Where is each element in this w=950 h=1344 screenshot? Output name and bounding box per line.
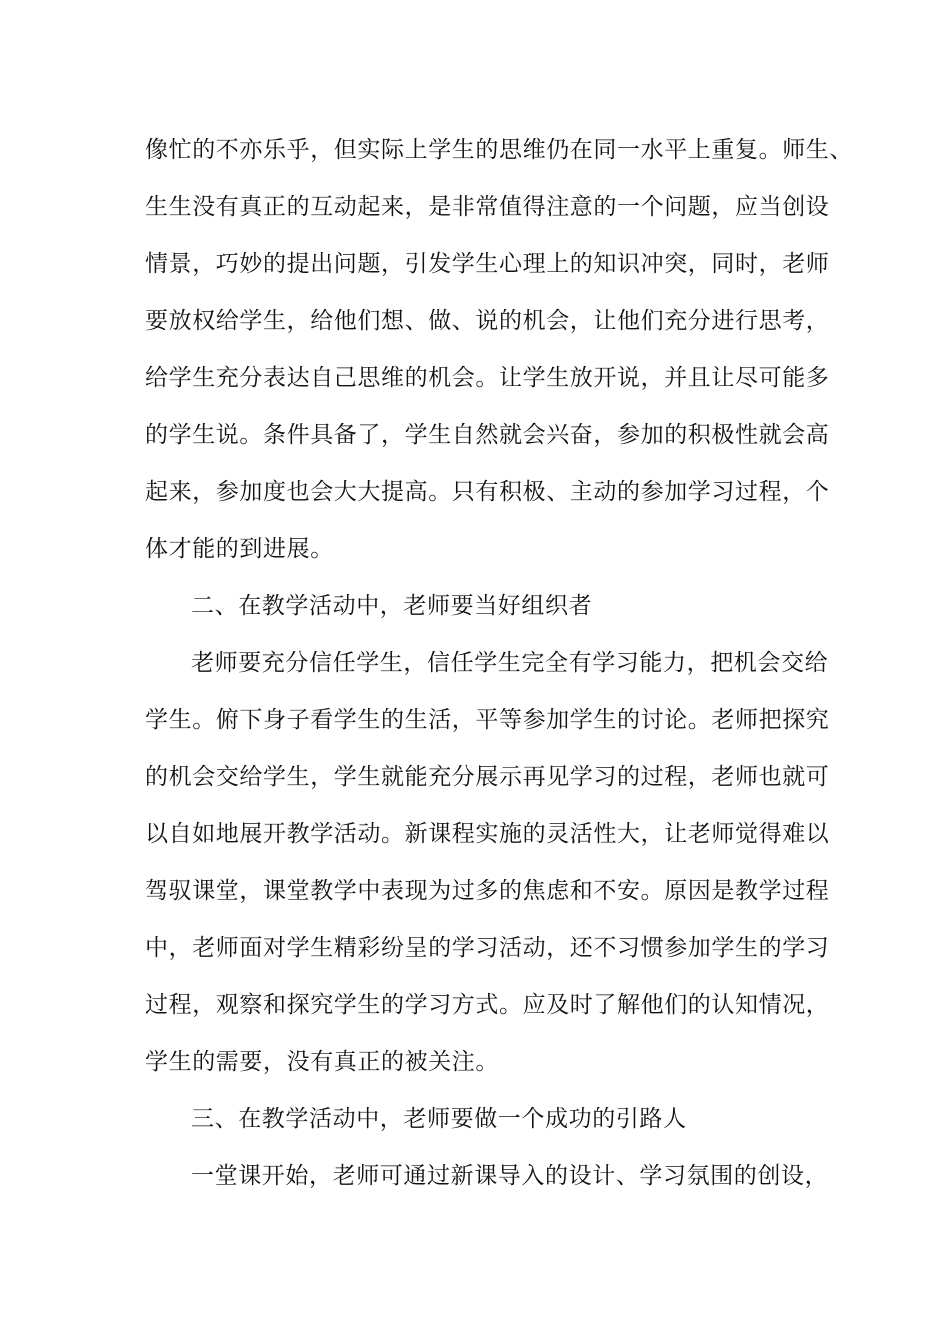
paragraph-line: 学生。俯下身子看学生的生活，平等参加学生的讨论。老师把探究	[145, 707, 830, 733]
paragraph-line: 情景，巧妙的提出问题，引发学生心理上的知识冲突，同时，老师	[145, 251, 830, 277]
paragraph-line: 中，老师面对学生精彩纷呈的学习活动，还不习惯参加学生的学习	[145, 935, 830, 961]
paragraph-line: 生生没有真正的互动起来，是非常值得注意的一个问题，应当创设	[145, 194, 830, 220]
paragraph-line: 一堂课开始，老师可通过新课导入的设计、学习氛围的创设，	[191, 1163, 829, 1189]
paragraph-line: 给学生充分表达自己思维的机会。让学生放开说，并且让尽可能多	[145, 365, 830, 391]
paragraph-line: 学生的需要，没有真正的被关注。	[145, 1049, 499, 1075]
paragraph-line: 驾驭课堂，课堂教学中表现为过多的焦虑和不安。原因是教学过程	[145, 878, 830, 904]
section-heading-2: 二、在教学活动中，老师要当好组织者	[191, 593, 593, 619]
paragraph-line: 老师要充分信任学生，信任学生完全有学习能力，把机会交给	[191, 650, 829, 676]
paragraph-line: 的机会交给学生，学生就能充分展示再见学习的过程，老师也就可	[145, 764, 830, 790]
paragraph-line: 像忙的不亦乐乎，但实际上学生的思维仍在同一水平上重复。师生、	[145, 137, 853, 163]
paragraph-line: 以自如地展开教学活动。新课程实施的灵活性大，让老师觉得难以	[145, 821, 830, 847]
paragraph-line: 的学生说。条件具备了，学生自然就会兴奋，参加的积极性就会高	[145, 422, 830, 448]
paragraph-line: 起来，参加度也会大大提高。只有积极、主动的参加学习过程，个	[145, 479, 830, 505]
document-body	[145, 122, 853, 1205]
paragraph-line: 过程，观察和探究学生的学习方式。应及时了解他们的认知情况，	[145, 992, 830, 1018]
section-heading-3: 三、在教学活动中，老师要做一个成功的引路人	[191, 1106, 687, 1132]
paragraph-line: 要放权给学生，给他们想、做、说的机会，让他们充分进行思考，	[145, 308, 830, 334]
paragraph-line: 体才能的到进展。	[145, 536, 334, 562]
